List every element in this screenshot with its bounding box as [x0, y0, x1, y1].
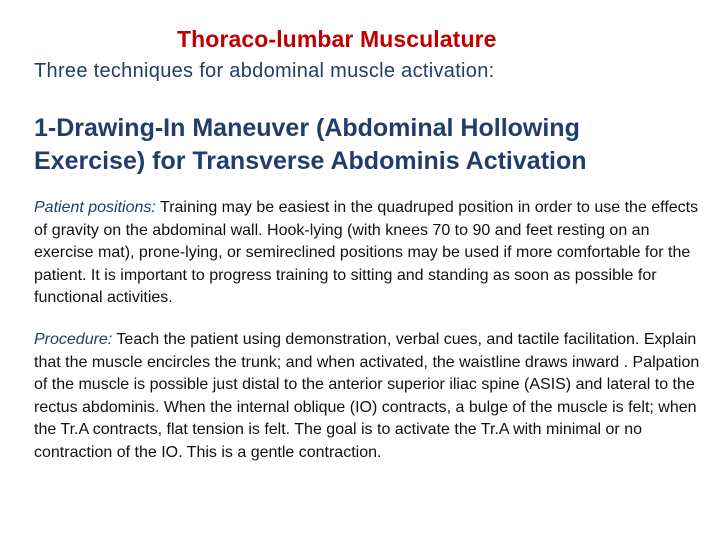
procedure-paragraph [34, 329, 704, 464]
patient-positions-label: Patient positions: [34, 199, 156, 216]
technique-heading: 1-Drawing-In Maneuver (Abdominal Hollowing Exercise) for Transverse Abdominis Activation [34, 114, 587, 175]
patient-positions-text: Training may be easiest in the quadruped position in order to use the effects of gravity on the abdominal wall. Hook-lying (with knees 70 to 90 and feet resting on an exercise mat), prone-lying, or semireclined positions may be used if more comfortable for the patient. It is important to progress training to sitting and standing as soon as possible for functional activities. [34, 199, 699, 306]
procedure-label: Procedure: [34, 331, 113, 348]
slide-title: Thoraco-lumbar Musculature [177, 26, 497, 52]
patient-positions-paragraph [34, 197, 704, 310]
slide-subtitle: Three techniques for abdominal muscle activation: [34, 60, 495, 82]
procedure-text: Teach the patient using demonstration, verbal cues, and tactile facilitation. Explain that the muscle encircles the trunk; and when activated, the waistline draws inward . Palpation of the muscle is possible just distal to the anterior superior iliac spine (ASIS) and lateral to the rectus abdominis. When the internal oblique (IO) contracts, a bulge of the muscle is felt; when the Tr.A contracts, flat tension is felt. The goal is to activate the Tr.A with minimal or no contraction of the IO. This is a gentle contraction. [34, 331, 700, 461]
